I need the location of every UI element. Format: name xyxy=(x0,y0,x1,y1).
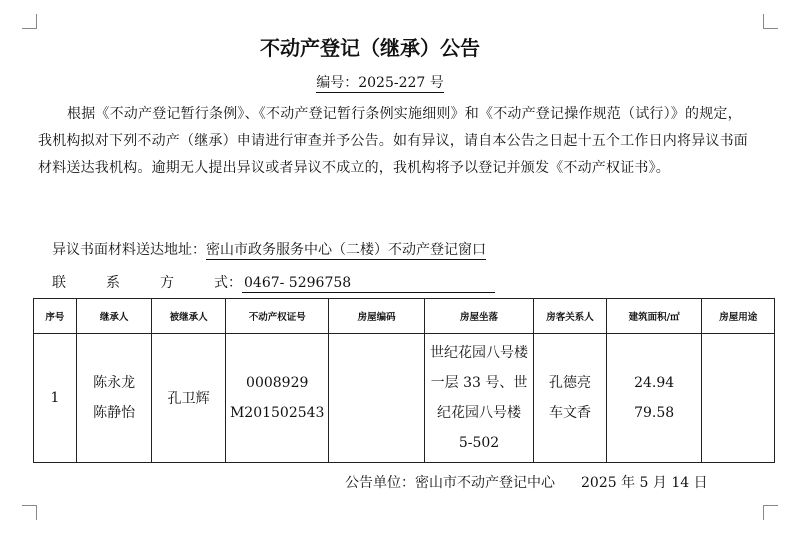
objection-address-value: 密山市政务服务中心（二楼）不动产登记窗口 xyxy=(206,242,486,258)
table-header-cell: 房客关系人 xyxy=(534,299,607,334)
cert-number: 0008929 xyxy=(246,375,309,391)
contact-label-char: 系 xyxy=(106,275,120,291)
intro-paragraph: 根据《不动产登记暂行条例》、《不动产登记暂行条例实施细则》和《不动产登记操作规范（试行）》的规定，我机构拟对下列不动产（继承）申请进行审查并予公告。如有异议，请自本公告之日起十五个工作日内将异议书面材料送达我机构。逾期无人提出异议或者异议不成立的，我机构将予以登记并颁发《不动产权证书》。 xyxy=(38,106,748,176)
related-person: 车文香 xyxy=(549,405,592,421)
table-header-cell: 房屋用途 xyxy=(702,299,775,334)
objection-address-line xyxy=(52,239,486,259)
heir-name: 陈永龙 xyxy=(93,375,136,391)
cert-number-cell xyxy=(225,334,329,463)
objection-address-label: 异议书面材料送达地址： xyxy=(52,242,206,258)
contact-label-char: 方 xyxy=(160,275,174,291)
area-value: 79.58 xyxy=(634,405,675,421)
table-header-cell: 房屋编码 xyxy=(329,299,424,334)
cert-number: M201502543 xyxy=(229,405,325,421)
crop-mark-bottom-left xyxy=(22,505,37,520)
crop-mark-bottom-right xyxy=(763,505,778,520)
crop-mark-top-left xyxy=(22,14,37,29)
table-header-cell: 建筑面积/㎡ xyxy=(606,299,702,334)
crop-mark-top-right xyxy=(763,14,778,29)
document-title: 不动产登记（继承）公告 xyxy=(260,36,480,60)
contact-phone-value: 0467- 5296758 xyxy=(242,275,495,293)
table-header-cell: 不动产权证号 xyxy=(225,299,329,334)
document-number xyxy=(0,72,760,92)
contact-label-char: 联 xyxy=(52,275,66,291)
table-row xyxy=(34,334,775,463)
decedent-cell: 孔卫辉 xyxy=(152,334,226,463)
area-value: 24.94 xyxy=(634,375,675,391)
table-header-cell: 序号 xyxy=(34,299,77,334)
related-person: 孔德亮 xyxy=(549,375,592,391)
footer-date: 2025 年 5 月 14 日 xyxy=(581,475,708,491)
location-cell: 世纪花园八号楼一层 33 号、世纪花园八号楼 5-502 xyxy=(424,334,533,463)
house-code-cell xyxy=(329,334,424,463)
area-cell xyxy=(606,334,702,463)
table-header-row xyxy=(34,299,775,334)
table-header-cell: 被继承人 xyxy=(152,299,226,334)
footer xyxy=(345,472,708,492)
heir-name: 陈静怡 xyxy=(93,405,136,421)
heirs-cell xyxy=(76,334,152,463)
contact-label-char: 式： xyxy=(214,275,242,291)
registration-table xyxy=(33,298,775,463)
usage-cell xyxy=(702,334,775,463)
table-header-cell: 房屋坐落 xyxy=(424,299,533,334)
seq-cell: 1 xyxy=(34,334,77,463)
related-persons-cell xyxy=(534,334,607,463)
table-header-cell: 继承人 xyxy=(76,299,152,334)
document-number-text: 编号：2025-227 号 xyxy=(316,75,444,91)
contact-line xyxy=(52,272,495,293)
footer-unit: 公告单位：密山市不动产登记中心 xyxy=(345,475,555,491)
